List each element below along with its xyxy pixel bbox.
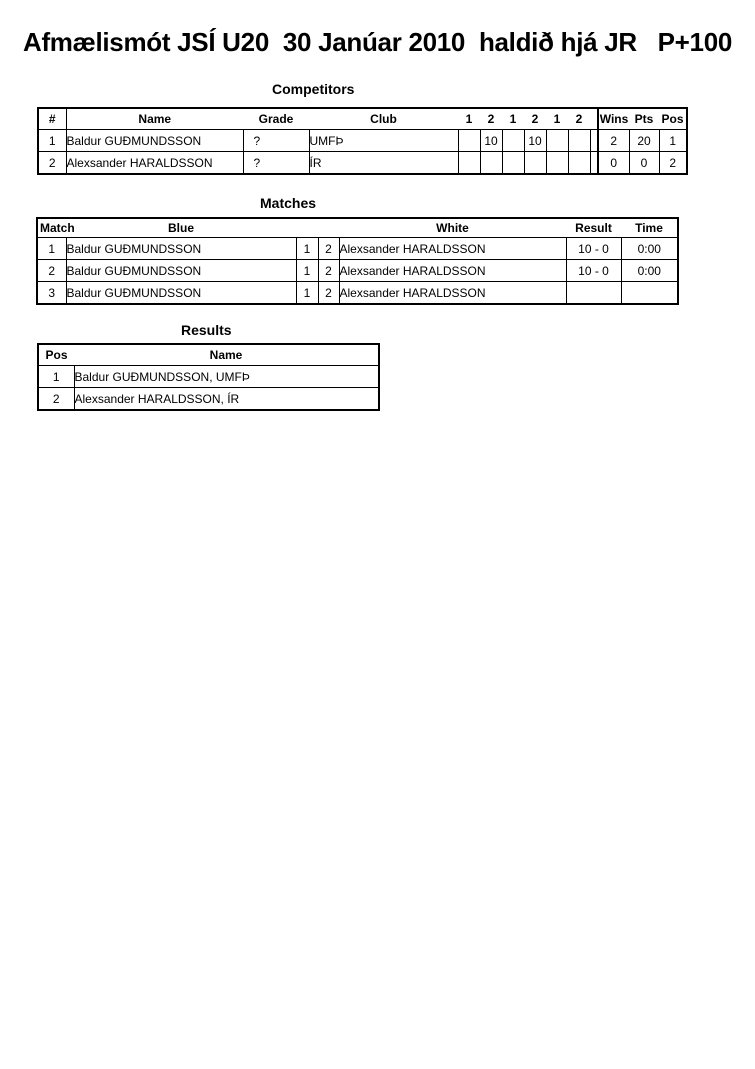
match-result: 10 - 0 — [566, 238, 621, 260]
competitor-grade: ? — [243, 130, 309, 152]
match-blue-num: 1 — [296, 260, 318, 282]
header-score-5: 1 — [553, 112, 561, 126]
header-score-1: 1 — [465, 112, 473, 126]
match-blue-name: Baldur GUÐMUNDSSON — [66, 238, 296, 260]
competitor-wins: 2 — [598, 130, 629, 152]
spacer-cell — [590, 130, 598, 152]
header-name: Name — [138, 112, 172, 126]
score-cell — [568, 152, 590, 175]
competitor-row — [38, 152, 687, 175]
header-grade: Grade — [258, 112, 294, 126]
result-row — [38, 366, 379, 388]
competitor-grade: ? — [243, 152, 309, 175]
result-name: Baldur GUÐMUNDSSON, UMFÞ — [74, 366, 379, 388]
match-time: 0:00 — [621, 238, 678, 260]
matches-table — [36, 217, 679, 305]
header-spacer — [590, 108, 598, 130]
competitors-header-row — [38, 108, 687, 130]
score-cell: 10 — [524, 130, 546, 152]
match-result: 10 - 0 — [566, 260, 621, 282]
score-cell — [524, 152, 546, 175]
header-score-2: 2 — [487, 112, 495, 126]
result-pos: 1 — [38, 366, 74, 388]
match-blue-num: 1 — [296, 238, 318, 260]
header-spacer — [296, 218, 318, 238]
competitor-name: Alexsander HARALDSSON — [66, 152, 243, 175]
match-white-name: Alexsander HARALDSSON — [339, 282, 566, 305]
header-club: Club — [370, 112, 397, 126]
competitor-pts: 0 — [629, 152, 659, 175]
header-spacer — [318, 218, 339, 238]
results-section-heading: Results — [181, 322, 232, 338]
match-blue-name: Baldur GUÐMUNDSSON — [66, 260, 296, 282]
result-pos: 2 — [38, 388, 74, 411]
header-match: Match — [40, 221, 75, 235]
competitor-club: UMFÞ — [309, 130, 458, 152]
match-row — [37, 260, 678, 282]
header-score-3: 1 — [509, 112, 517, 126]
match-white-name: Alexsander HARALDSSON — [339, 260, 566, 282]
header-pts: Pts — [634, 112, 654, 126]
score-cell — [480, 152, 502, 175]
match-time — [621, 282, 678, 305]
score-cell — [546, 130, 568, 152]
match-blue-num: 1 — [296, 282, 318, 305]
match-blue-name: Baldur GUÐMUNDSSON — [66, 282, 296, 305]
match-white-name: Alexsander HARALDSSON — [339, 238, 566, 260]
matches-section-heading: Matches — [260, 195, 317, 211]
competitors-section-heading: Competitors — [272, 81, 355, 97]
header-blue: Blue — [167, 221, 194, 235]
competitor-wins: 0 — [598, 152, 629, 175]
match-result — [566, 282, 621, 305]
header-pos: Pos — [661, 112, 684, 126]
match-white-num: 2 — [318, 260, 339, 282]
spacer-cell — [590, 152, 598, 175]
score-cell — [568, 130, 590, 152]
competitor-pts: 20 — [629, 130, 659, 152]
competitor-pos: 1 — [659, 130, 687, 152]
header-white: White — [436, 221, 469, 235]
page-title: Afmælismót JSÍ U20 30 Janúar 2010 haldið hjá JR P+100 — [22, 27, 733, 57]
score-cell: 10 — [480, 130, 502, 152]
competitor-row — [38, 130, 687, 152]
match-num: 3 — [37, 282, 66, 305]
competitor-name: Baldur GUÐMUNDSSON — [66, 130, 243, 152]
match-num: 2 — [37, 260, 66, 282]
results-header-row — [38, 344, 379, 366]
score-cell — [458, 130, 480, 152]
header-name: Name — [209, 348, 243, 362]
competitors-table — [37, 107, 688, 175]
score-cell — [546, 152, 568, 175]
match-white-num: 2 — [318, 282, 339, 305]
match-white-num: 2 — [318, 238, 339, 260]
result-name: Alexsander HARALDSSON, ÍR — [74, 388, 379, 411]
header-num: # — [38, 108, 66, 130]
results-table — [37, 343, 380, 411]
score-cell — [502, 130, 524, 152]
match-time: 0:00 — [621, 260, 678, 282]
competitor-num: 2 — [38, 152, 66, 175]
matches-header-row — [37, 218, 678, 238]
header-result: Result — [575, 221, 612, 235]
match-num: 1 — [37, 238, 66, 260]
score-cell — [458, 152, 480, 175]
header-time: Time — [635, 221, 663, 235]
competitor-num: 1 — [38, 130, 66, 152]
match-row — [37, 238, 678, 260]
result-row — [38, 388, 379, 411]
score-cell — [502, 152, 524, 175]
header-score-4: 2 — [531, 112, 539, 126]
header-score-6: 2 — [575, 112, 583, 126]
competitor-club: ÍR — [309, 152, 458, 175]
competitor-pos: 2 — [659, 152, 687, 175]
match-row — [37, 282, 678, 305]
header-wins: Wins — [598, 108, 629, 130]
header-pos: Pos — [45, 348, 68, 362]
